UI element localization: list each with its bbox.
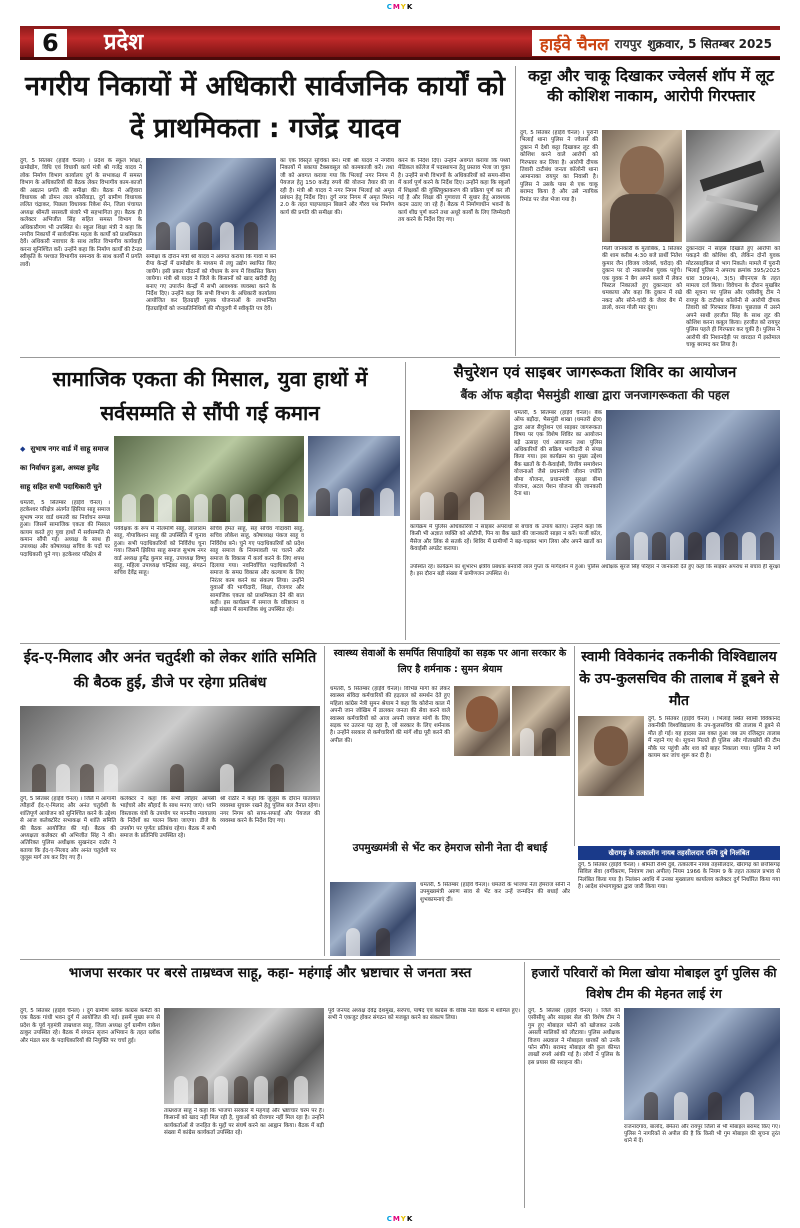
cmyk-mark-bottom: CMYK — [386, 1215, 414, 1223]
story4-col2: कार्यक्रम में पुलिस अधिकारियों ने साइबर अपराधों से बचाव के उपाय बताए। उन्होंने कहा कि किसी भी अज्ञात व्यक्ति को ओटीपी, पिन या बैंक खाते की जानकारी साझा न करें। फर्जी कॉल, मैसेज और लिंक से सतर्क रहें। शिविर में ग्रामीणों ने बढ़-चढ़कर भाग लिया और अपने खातों का केवाईसी अपडेट कराया। — [410, 524, 602, 553]
story11-body: दुर्ग, 5 सितंबर (हाईवे चैनल) । जिले की एसीसीयू और साइबर सेल की विशेष टीम ने गुम हुए मोबाइल फोनों को खोजकर उनके असली मालिकों को लौटाया। पुलिस अधीक्षक विजय अग्रवाल ने मोबाइल धारकों को उनके फोन सौंपे। बरामद मोबाइल की कुल कीमत लाखों रुपये आंकी गई है। लोगों ने पुलिस के इस प्रयास की सराहना की। — [528, 1008, 620, 1066]
story5-col3: श्री राठौर ने कहा कि जुलूस के दौरान यातायात व्यवस्था सुचारू रखने हेतु पुलिस बल तैनात रहेगा। नगर निगम को साफ-सफाई और पेयजल की व्यवस्था करने के निर्देश दिए गए। — [220, 796, 320, 825]
group-photo — [114, 436, 304, 522]
story1-col3: का एक विस्तृत सूचिका बनें। मंत्री श्री यादव ने नगरीय निकायों में बकाया टैक्सवसूल को कामकाजी करें। तथा जी को अवगत कराया गया कि भिलाई नगर निगम में पेयजल हेतु 150 करोड़ रुपये की योजना तैयार की जा रही है। मंत्री श्री यादव ने नगर निगम भिलाई को अमृत प्रबंधन हेतु निर्देश दिए। दुर्ग नगर निगम में अमृत मिशन 2.0 के तहत पाइपलाइन बिछाने और गौरव पथ निर्माण कार्य की प्रगति की समीक्षा की। — [280, 158, 394, 216]
page-header — [20, 26, 780, 60]
story3-col2: पर्यवेक्षक के रूप में नीलमणि साहू, लालाराम साहू, गोपाकिशन साहू की उपस्थिति में चुनाव हुआ। सभी पदाधिकारियों को निर्विरोध चुना गया। जिसमें झिरिया साहू समाज सुभाष नगर वार्ड अध्यक्ष हुमेंद्र कुमार साहू, उपाध्यक्ष विष्णु साहू, महिला उपाध्यक्ष चन्द्रिका साहू, संगठन सचिव देवेंद्र साहू। — [114, 526, 206, 577]
accused-photo — [602, 130, 682, 242]
headline: खैरागढ़ के तत्कालीन नायब तहसीलदार रश्मि दुबे निलंबित — [608, 849, 750, 857]
story-tamradhwaj-sahu — [20, 962, 520, 1006]
weapon-photo — [686, 130, 780, 242]
story1-col4: करने के निर्देश दिए। उन्होंने अवगत कराया कि पथ्यों मेडिकल कॉलेज में पदस्थापना हेतु प्रस्ताव भेजा जा चुका है। उन्होंने सभी विभागों के अधिकारियों को समय-सीमा में कार्य पूर्ण करने के निर्देश दिए। उन्होंने कहा कि स्कूलों में शिक्षकों की युक्तियुक्तकरण की प्रक्रिया पूर्ण कर ली गई है और शिक्षा की गुणवत्ता में सुधार हेतु आवश्यक कदम उठाए जा रहे हैं। बैठक में निर्माणाधीन भवनों के कार्य शीघ्र पूर्ण करने तथा अधूरे कार्यों के लिए जिम्मेदारी तय करने के निर्देश दिए गए। — [398, 158, 510, 224]
headline: उपमुख्यमंत्री से भेंट कर हेमराज सोनी नेता दी बधाई — [352, 842, 548, 854]
congress-meeting-photo — [164, 1008, 324, 1104]
story2-col3: दुकानदार ने साहस दिखाते हुए आरोपी को पकड़ने की कोशिश की, लेकिन दोनों युवक मोटरसाइकिल से भाग निकले। मामले में पुरानी भिलाई पुलिस ने अपराध क्रमांक 395/2025 धारा 309(4), 3(5) बीएनएस के तहत मामला दर्ज किया। विवेचना के दौरान मुखबिर की सूचना पर पुलिस और एसीसीयू टीम ने रायपुर के टाटीबंध कॉलोनी से आरोपी दीपक तिवारी को गिरफ्तार किया। पूछताछ में उसने अपने साथी हरजीत सिंह के साथ लूट की कोशिश करना कबूल किया। हरजीत को रायपुर पुलिस पहले ही गिरफ्तार कर चुकी है। पुलिस ने आरोपी की निशानदेही पर वारदात में इस्तेमाल चाकू बरामद कर लिया है। — [686, 246, 780, 349]
story1-col2: समीक्षा के दौरान मंत्री श्री यादव ने अवगत कराया कि गांवों में बने रीपा केन्द्रों में ग्रामोद्योग के माध्यम से लघु उद्योग स्थापित किए जायेंगे। इसी प्रकार गौठानों को गौधाम के रूप में विकसित किया जायेगा। मंत्री श्री यादव ने जिले के किसानों को खाद खरीदी हेतु बनाए गए उपार्जन केन्द्रों में सभी आवश्यक व्यवस्था करने के निर्देश दिए। उन्होंने कहा कि सभी विभाग के अधिकारी कार्यालय आयोजित कर हितग्राही मूलक योजनाओं के लाभान्वित हितग्राहियों को जनप्रतिनिधियों की मौजूदगी में स्वीकृति पत्र देवें। — [146, 254, 276, 312]
story-peace-committee — [20, 646, 320, 702]
story6-body: धमतरी, 5 सितम्बर (हाईवे चैनल)। विभिन्न मांगों को लेकर स्वास्थ्य संविदा कर्मचारियों की हड़ताल को समर्थन देते हुए महिला कांग्रेस नेत्री सुमन श्रेयाम ने कहा कि कोरोना काल में अपनी जान जोखिम में डालकर जनता की सेवा करने वाले स्वास्थ्य कर्मचारियों को आज अपनी जायज मांगों के लिए सड़क पर उतरना पड़ रहा है, जो सरकार के लिए शर्मनाक है। उन्होंने सरकार से कर्मचारियों की मांगें शीघ्र पूरी करने की अपील की। — [330, 686, 450, 744]
headline: नगरीय निकायों में अधिकारी सार्वजनिक कार्यों को दें प्राथमिकता : गजेंद्र यादव — [25, 71, 505, 144]
story3-col1: धमतरी, 5 सितम्बर (हाईवे चैनल) । हटकेश्वर परिक्षेत्र अंतर्गत झिरिया साहू समाज सुभाष नगर वार्ड धमतरी का निर्वाचन सम्पन्न हुआ। जिसमें सामाजिक एकता की मिसाल कायम करते हुए युवा हाथों में सर्वसम्मति से कमान सौंपी गई। अध्यक्ष के साथ ही उपाध्यक्ष और कोषाध्यक्ष सचिव के पदों पर पदाधिकारी चुने गए। हटकेश्वर परिक्षेत्र से — [20, 500, 110, 558]
story10-col2: ताम्रध्वज साहू ने कहा कि भाजपा सरकार में महंगाई और भ्रष्टाचार चरम पर है। किसानों को खाद नहीं मिल रही है, युवाओं को रोजगार नहीं मिल रहा है। उन्होंने कार्यकर्ताओं से जनहित के मुद्दों पर संघर्ष करने का आह्वान किया। बैठक में बड़ी संख्या में कांग्रेस कार्यकर्ता उपस्थित रहे। — [164, 1108, 324, 1137]
edition-city: रायपुर — [614, 36, 642, 51]
story10-col1: दुर्ग, 5 सितंबर (हाईवे चैनल) । दुर्ग ग्रामीण ब्लॉक कांग्रेस कमेटी की एक बैठक गांधी भवन दुर्ग में आयोजित की गई। इसमें मुख्य रूप से प्रदेश के पूर्व गृहमंत्री ताम्रध्वज साहू, जिला अध्यक्ष दुर्ग ग्रामीण राकेश ठाकुर उपस्थित रहे। बैठक में संगठन सृजन अभियान के तहत ब्लॉक और मंडल स्तर के पदाधिकारियों की नियुक्ति पर चर्चा हुई। — [20, 1008, 160, 1044]
headline: स्वास्थ्य सेवाओं के समर्पित सिपाहियों का सड़क पर आना सरकार के लिए है शर्मनाक : सुमन श्रेयाम — [333, 648, 567, 675]
story-sstu-drowning — [578, 646, 780, 714]
mobile-handover-photo — [624, 1008, 780, 1120]
story-tahsildar-suspended — [578, 846, 780, 860]
hemraj-photo — [330, 882, 416, 956]
section-title: प्रदेश — [104, 30, 144, 55]
masthead-strip — [532, 30, 780, 56]
story11-caption: राजनांदगांव, बालोद, बेमेतरा और रायपुर जिलों से भी मोबाइल बरामद किए गए। पुलिस ने नागरिकों से अपील की है कि किसी भी गुम मोबाइल की सूचना तुरंत थाने में दें। — [624, 1124, 780, 1144]
protest-photo — [512, 686, 570, 756]
headline: हजारों परिवारों को मिला खोया मोबाइल दुर्ग पुलिस की विशेष टीम की मेहनत लाई रंग — [531, 965, 777, 1001]
camp-photo-left — [410, 410, 510, 520]
story4-caption: उपस्थित रहे। कार्यक्रम का शुभारंभ क्षेत्रीय प्रबंधक बनवारी लाल गुप्ता के मार्गदर्शन में हुआ। पुलिस अधीक्षक सूरज सिंह परिहार ने जानकारी देते हुए कहा कि साइबर अपराध से बचाव ही सुरक्षा है। इस दौरान बड़ी संख्या में ग्रामीणजन उपस्थित थे। — [410, 564, 780, 577]
cmyk-mark-top: CMYK — [386, 3, 414, 11]
headline: सामाजिक एकता की मिसाल, युवा हाथों में सर्वसम्मति से सौंपी गई कमान — [52, 367, 368, 425]
story-sahu-samaj — [20, 362, 400, 434]
members-photo — [308, 436, 400, 516]
story-gajendra-yadav — [20, 66, 510, 154]
story-jewellers-robbery — [520, 66, 782, 126]
arrow-bullet-icon: ◆ — [20, 445, 26, 453]
story2-col2: मिली जानकारी के मुताबिक, 1 सितंबर की शाम करीब 4:30 बजे प्रार्थी नितेश कुमार जैन (विजय ज्वेलर्स, चरोदा) की दुकान पर दो नकाबपोश युवक पहुंचे। एक युवक ने बैग अपने कब्जे में लेकर पिस्टल निकालते हुए दुकानदार को धमकाया और कहा कि दुकान में रखे नकद और सोने-चांदी के जेवर बैग में डालो, वरना गोली मार दूंगा। — [602, 246, 682, 312]
story-lost-mobiles — [528, 962, 780, 1006]
headline: भाजपा सरकार पर बरसे ताम्रध्वज साहू, कहा- महंगाई और भ्रष्टाचार से जनता त्रस्त — [68, 965, 472, 981]
peace-meeting-photo — [20, 706, 320, 792]
headline: ईद-ए-मिलाद और अनंत चतुर्दशी को लेकर शांति समिति की बैठक हुई, डीजे पर रहेगा प्रतिबंध — [23, 650, 317, 691]
story4-subhead: बैंक ऑफ बड़ौदा भैसमुंडी शाखा द्वारा जनजागरूकता की पहल — [460, 388, 730, 402]
story7-body: दुर्ग, 5 सितंबर (हाईवे चैनल) । भिलाई स्थित स्वामी विवेकानंद तकनीकी विश्वविद्यालय के उप-कुलसचिव की तालाब में डूबने से मौत हो गई। यह हादसा उस वक्त हुआ जब उप रजिस्ट्रार तालाब में नहाने गए थे। सूचना मिलते ही पुलिस और गोताखोरों की टीम मौके पर पहुंची और शव को बाहर निकाला गया। पुलिस ने मर्ग कायम कर जांच शुरू कर दी है। — [648, 716, 780, 760]
deceased-photo — [578, 716, 644, 796]
story10-col3: पूर्व जनपद अध्यक्ष देवेंद्र देशमुख, सरपंच, पार्षद एवं कांग्रेस के वरिष्ठ नेता बैठक में शामिल हुए। सभी ने एकजुट होकर संगठन को मजबूत करने का संकल्प लिया। — [328, 1008, 520, 1022]
story-hemraj-soni — [330, 840, 570, 880]
story5-col1: दुर्ग, 5 सितंबर (हाईवे चैनल) । जिले में आगामी त्यौहारों ईद-ए-मिलाद और अनंत चतुर्दशी के शांतिपूर्ण आयोजन को सुनिश्चित करने के उद्देश्य से आज कलेक्टोरेट सभाकक्ष में शांति समिति की बैठक आयोजित की गई। बैठक की अध्यक्षता कलेक्टर श्री अभिजीत सिंह ने की। अतिरिक्त पुलिस अधीक्षक सुखनंदन राठौर ने बताया कि ईद-ए-मिलाद और अनंत चतुर्दशी पर जुलूस मार्ग तय कर दिए गए हैं। — [20, 796, 116, 862]
meeting-photo — [146, 158, 276, 250]
headline: सैचुरेशन एवं साइबर जागरूकता शिविर का आयोजन — [453, 363, 737, 381]
story8-body: दुर्ग, 5 सितंबर (हाईवे चैनल) । श्रीमती रश्मि दुबे, तत्कालीन नायब तहसीलदार, खैरागढ़ को छत्तीसगढ़ सिविल सेवा (वर्गीकरण, नियंत्रण तथा अपील) नियम 1966 के नियम 9 के तहत तत्काल प्रभाव से निलंबित किया गया है। निलंबन अवधि में उनका मुख्यालय कार्यालय कलेक्टर दुर्ग निर्धारित किया गया है। आदेश संभागायुक्त द्वारा जारी किया गया। — [578, 862, 780, 891]
camp-photo-right — [606, 410, 780, 560]
story1-col1: दुर्ग, 5 सितंबर (हाईवे चैनल) । प्रदेश के स्कूल शिक्षा, ग्रामोद्योग, विधि एवं विधायी कार्य मंत्री श्री गजेंद्र यादव ने लोक निर्माण विभाग कार्यालय दुर्ग के सभाकक्ष में समस्त विभाग के अधिकारियों की बैठक लेकर विभागीय काम-काजों की अद्यतन प्रगति की समीक्षा की। बैठक में अहिवारा विधायक श्री डोमन लाल कोर्सेवाड़ा, दुर्ग ग्रामीण विधायक ललित चंद्राकर, पिछला विधायक रिकेश सेन, जिला पंचायत अध्यक्ष श्रीमती सरस्वती बंजारे भी सहभागिता हुए। बैठक ही कलेक्टर अभिजीत सिंह सहित समस्त विभाग के अधिकारीगण भी उपस्थित थे। स्कूल शिक्षा मंत्री ने कहा कि नगरीय निकायों में सार्वजनिक महत्व के कार्यों को प्राथमिकता देवें। अधिकारी नवाचार के साथ त्वरित विभागीय कार्यवाही करना सुनिश्चित करें। उन्होंने कहा कि निर्माण कार्यों की टेन्डर स्वीकृति के पश्चात विभागीय समन्वय के साथ कार्यों में प्रगति लावें। — [20, 158, 142, 268]
story-cyber-camp — [410, 362, 780, 384]
headline: स्वामी विवेकानंद तकनीकी विश्विद्यालय के उप-कुलसचिव की तालाब में डूबने से मौत — [579, 649, 779, 709]
story3-col3: सचिव हेमंत साहू, सह सचिव गोदावरी साहू, सचिव लोकेश साहू, कोषाध्यक्ष पंकज साहू व निर्विरोध बने। चुने गए पदाधिकारियों को प्रदेश साहू समाज के नियमावली पर चलने और समाज के विकास में कार्य करने के लिए शपथ दिलाया गया। नवनिर्वाचित पदाधिकारियों ने समाज के समग्र विकास और कल्याण के लिए निरंतर काम करने का संकल्प लिया। उन्होंने युवाओं की भागीदारी, शिक्षा, रोजगार और सामाजिक एकता को प्राथमिकता देने की बात कही। इस कार्यक्रम में समाज के वरिष्ठजन व बड़ी संख्या में सामाजिक बंधु उपस्थित रहे। — [210, 526, 304, 614]
story2-col1: दुर्ग, 5 सितंबर (हाईवे चैनल) । पुरानी भिलाई थाना पुलिस ने ज्वेलर्स की दुकान में देशी कट्टा दिखाकर लूट की कोशिश करने वाले आरोपी को गिरफ्तार कर लिया है। आरोपी दीपक तिवारी टाटीबंध जनता कॉलोनी थाना आमानाका रायपुर का निवासी है। पुलिस ने उसके पास से एक चाकू बरामद किया है और उसे न्यायिक रिमांड पर जेल भेजा गया है। — [520, 130, 598, 203]
headline: कट्टा और चाकू दिखाकर ज्वेलर्स शॉप में लूट की कोशिश नाकाम, आरोपी गिरफ्तार — [528, 67, 774, 105]
story9-body: धमतरी, 5 सितम्बर (हाईवे चैनल)। धमतरी के भाजपा नेता हेमराज सोनी ने उपमुख्यमंत्री अरुण साव से भेंट कर उन्हें जन्मदिन की बधाई और शुभकामनाएं दीं। — [420, 882, 570, 903]
story-health-workers — [330, 646, 570, 682]
page-number: 6 — [34, 29, 67, 57]
story3-subhead: ◆ सुभाष नगर वार्ड में साहू समाज का निर्वाचन हुआ, अध्यक्ष हुमेंद्र साहू सहित सभी पदाधिकारी चुने — [20, 445, 109, 491]
story4-col1: धमतरी, 5 सितम्बर (हाईवे चैनल)। बैंक ऑफ बड़ौदा, भैसमुंडी शाखा (धमतरी क्षेत्र) द्वारा आज सैचुरेशन एवं साइबर जागरूकता विषय पर एक विशेष शिविर का आयोजन बड़े उत्साह एवं आयाजन तथा पुलिस अधिकारियों की सक्रिय भागीदारी से संपन्न किया गया। इस कार्यक्रम का मुख्य उद्देश्य बैंक खातों के री-केवाईसी, वित्तीय समावेशन योजनाओं जैसे प्रधानमंत्री जीवन ज्योति बीमा योजना, प्रधानमंत्री सुरक्षा बीमा योजना, अटल पेंशन योजना की जानकारी देना था। — [514, 410, 602, 498]
story5-col2: कलेक्टर ने कहा कि सभी त्यौहार आपसी भाईचारे और सौहार्द के साथ मनाए जाएं। ध्वनि विस्तारक यंत्रों के उपयोग पर माननीय न्यायालय के निर्देशों का पालन किया जाएगा। डीजे के उपयोग पर पूर्णतः प्रतिबंध रहेगा। बैठक में सभी समाज के प्रतिनिधि उपस्थित रहे। — [120, 796, 216, 840]
suman-shreyam-photo — [454, 686, 510, 756]
brand-name: हाईवे चैनल — [539, 34, 609, 55]
issue-date: शुक्रवार, 5 सितम्बर 2025 — [647, 36, 772, 51]
